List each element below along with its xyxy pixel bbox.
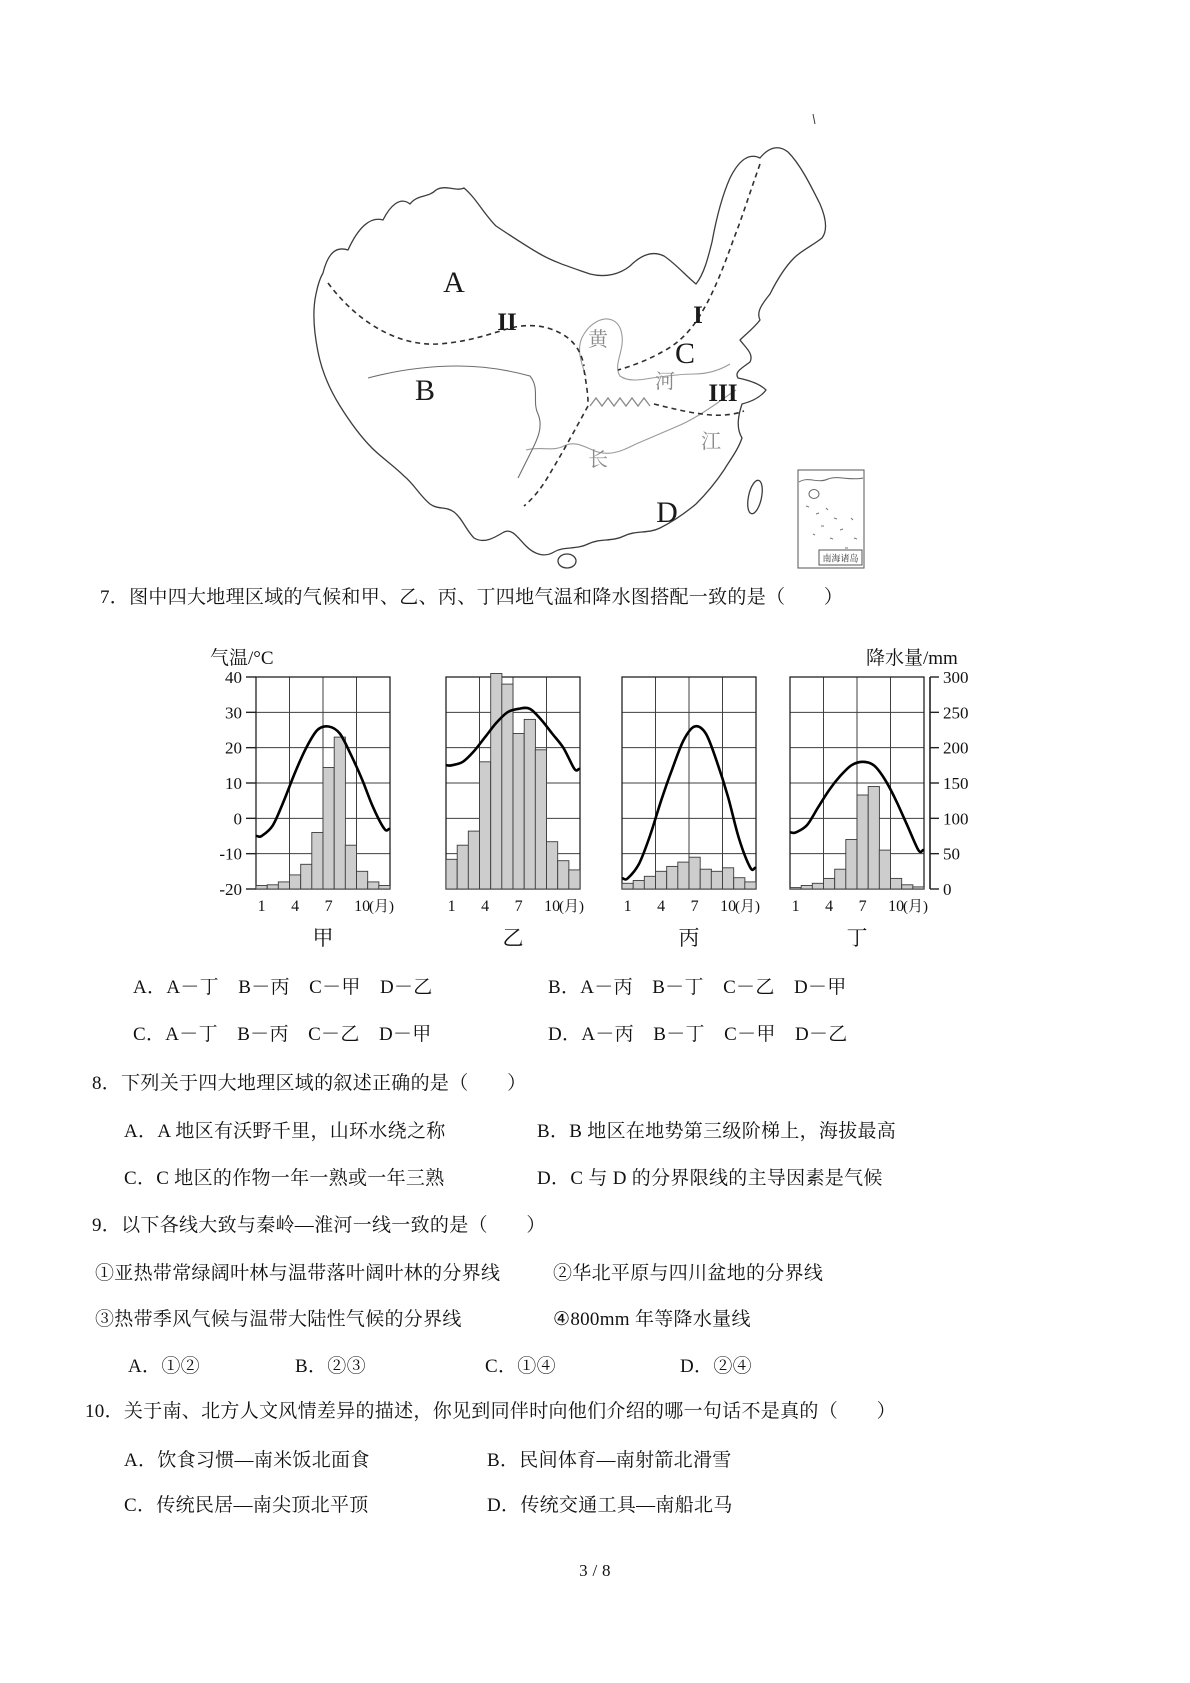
month-unit-label: (月) <box>735 899 760 915</box>
river-label-he: 河 <box>655 371 675 393</box>
q9-option-c: C．①④ <box>485 1356 556 1377</box>
qinling-mountain-symbol <box>590 398 650 406</box>
precip-tick-label: 0 <box>943 880 952 899</box>
precip-bar <box>290 875 301 889</box>
climate-chart-甲 <box>256 677 394 950</box>
precip-bar <box>480 762 491 889</box>
boundary-line-tibet <box>524 370 588 506</box>
month-tick-label: 7 <box>690 898 699 915</box>
q7-option-b: B．A－丙 B－丁 C－乙 D－甲 <box>548 977 847 998</box>
precip-bar <box>368 882 379 889</box>
q9-option-d: D．②④ <box>680 1356 752 1377</box>
climate-chart-丙 <box>622 677 760 950</box>
precip-bar <box>824 878 835 889</box>
month-unit-label: (月) <box>369 899 394 915</box>
river-label-chang: 长 <box>588 449 608 471</box>
island-dots <box>806 506 857 551</box>
precip-bar <box>891 878 902 889</box>
precip-bar <box>835 869 846 889</box>
q9-item-4: ④800mm 年等降水量线 <box>553 1309 751 1330</box>
precip-tick-label: 300 <box>943 668 969 687</box>
precip-bar <box>667 866 678 889</box>
precip-bar <box>678 862 689 889</box>
precip-bar <box>267 885 278 889</box>
hainan-island <box>558 554 576 568</box>
line-label-ii: II <box>497 309 517 336</box>
precip-bar <box>846 840 857 890</box>
precip-bar <box>558 861 569 889</box>
chart-name-label: 乙 <box>502 926 524 950</box>
q8-option-c: C．C 地区的作物一年一熟或一年三熟 <box>124 1168 445 1189</box>
precip-bar <box>278 882 289 889</box>
q7-option-c: C．A－丁 B－丙 C－乙 D－甲 <box>133 1024 432 1045</box>
region-label-a: A <box>443 266 465 299</box>
precip-bar <box>723 868 734 889</box>
precip-bar <box>656 871 667 889</box>
q8-option-d: D．C 与 D 的分界限线的主导因素是气候 <box>537 1168 883 1189</box>
precip-bar <box>801 886 812 890</box>
plateau-edge-line <box>368 366 540 478</box>
precip-bar <box>547 842 558 889</box>
precip-tick-label: 250 <box>943 703 969 723</box>
q10-stem: 10．关于南、北方人文风情差异的描述，你见到同伴时向他们介绍的哪一句话不是真的（ ） <box>85 1401 896 1422</box>
month-tick-label: 10 <box>354 898 371 915</box>
climate-charts <box>190 628 1020 965</box>
precip-tick-label: 150 <box>943 774 969 793</box>
precip-bar <box>256 886 267 890</box>
precip-bar <box>902 885 913 889</box>
q9-item-1: ①亚热带常绿阔叶林与温带落叶阔叶林的分界线 <box>95 1263 501 1284</box>
precip-bar <box>857 795 868 889</box>
temp-tick-label: 20 <box>225 738 242 758</box>
climate-chart-乙 <box>446 674 584 951</box>
chart-name-label: 甲 <box>312 926 334 950</box>
month-tick-label: 4 <box>291 898 300 915</box>
page-number: 3 / 8 <box>579 1561 611 1580</box>
month-tick-label: 1 <box>791 898 800 915</box>
climate-charts-svg <box>190 628 1020 960</box>
inset-label: 南海诸岛 <box>822 553 859 564</box>
q7-option-a: A．A－丁 B－丙 C－甲 D－乙 <box>133 977 433 998</box>
precip-bar <box>491 674 502 890</box>
precip-bar <box>446 859 457 889</box>
precip-bar <box>345 845 356 889</box>
q10-option-d: D．传统交通工具—南船北马 <box>487 1495 733 1516</box>
precip-axis-title: 降水量/mm <box>866 648 958 669</box>
region-label-d: D <box>656 496 678 529</box>
precip-bar <box>323 768 334 890</box>
river-label-jiang: 江 <box>701 431 721 453</box>
precip-bar <box>468 831 479 889</box>
temp-tick-label: 30 <box>225 703 242 723</box>
month-tick-label: 7 <box>514 898 523 915</box>
precip-bar <box>734 878 745 889</box>
china-region-map <box>268 98 868 576</box>
precip-bar <box>301 864 312 889</box>
precip-bar <box>633 881 644 890</box>
precip-bar <box>689 857 700 889</box>
month-tick-label: 10 <box>720 898 737 915</box>
stray-mark <box>813 114 815 124</box>
month-tick-label: 4 <box>657 898 666 915</box>
precip-tick-label: 200 <box>943 738 969 758</box>
q7-option-d: D．A－丙 B－丁 C－甲 D－乙 <box>548 1024 848 1045</box>
month-unit-label: (月) <box>559 899 584 915</box>
river-label-huang: 黄 <box>588 329 608 351</box>
q10-option-b: B．民间体育—南射箭北滑雪 <box>487 1450 732 1471</box>
month-tick-label: 10 <box>544 898 561 915</box>
precip-bar <box>868 787 879 890</box>
line-label-iii: III <box>708 380 738 407</box>
month-tick-label: 7 <box>324 898 333 915</box>
taiwan-island <box>745 479 765 515</box>
q8-stem: 8．下列关于四大地理区域的叙述正确的是（ ） <box>92 1073 527 1094</box>
month-unit-label: (月) <box>903 899 928 915</box>
line-label-i: I <box>693 302 703 329</box>
temp-tick-label: 40 <box>225 668 242 687</box>
month-tick-label: 1 <box>623 898 632 915</box>
precip-bar <box>812 883 823 889</box>
precip-bar <box>700 869 711 889</box>
month-tick-label: 10 <box>888 898 905 915</box>
precip-bar <box>357 871 368 889</box>
precip-tick-label: 50 <box>943 844 960 864</box>
month-tick-label: 1 <box>447 898 456 915</box>
temp-tick-label: 10 <box>225 774 242 793</box>
precip-bar <box>457 845 468 889</box>
region-label-b: B <box>414 374 436 407</box>
precip-bar <box>334 737 345 889</box>
month-tick-label: 4 <box>825 898 834 915</box>
q10-option-c: C．传统民居—南尖顶北平顶 <box>124 1495 369 1516</box>
precip-bar <box>535 750 546 889</box>
q7-stem: 7．图中四大地理区域的气候和甲、乙、丙、丁四地气温和降水图搭配一致的是（ ） <box>100 587 844 608</box>
temp-tick-label: -10 <box>219 844 242 864</box>
precip-bar <box>379 886 390 890</box>
q8-option-a: A．A 地区有沃野千里，山环水绕之称 <box>124 1121 446 1142</box>
precip-bar <box>312 833 323 890</box>
region-label-c: C <box>674 337 696 370</box>
q8-option-b: B．B 地区在地势第三级阶梯上，海拔最高 <box>537 1121 897 1142</box>
temp-tick-label: 0 <box>233 809 242 829</box>
precip-bar <box>711 871 722 889</box>
precip-bar <box>622 883 633 889</box>
q9-item-3: ③热带季风气候与温带大陆性气候的分界线 <box>95 1309 462 1330</box>
month-tick-label: 1 <box>257 898 266 915</box>
chart-name-label: 丙 <box>678 926 700 950</box>
south-china-sea-inset <box>798 470 864 568</box>
q9-stem: 9．以下各线大致与秦岭—淮河一线一致的是（ ） <box>92 1215 546 1236</box>
chart-name-label: 丁 <box>846 926 868 950</box>
q9-item-2: ②华北平原与四川盆地的分界线 <box>553 1263 824 1284</box>
q9-option-b: B．②③ <box>295 1356 366 1377</box>
month-tick-label: 4 <box>481 898 490 915</box>
climate-chart-丁 <box>790 677 928 950</box>
month-tick-label: 7 <box>858 898 867 915</box>
temp-axis-title: 气温/°C <box>210 648 274 669</box>
precip-bar <box>913 887 924 889</box>
precip-bar <box>644 876 655 889</box>
precip-bar <box>524 719 535 889</box>
q10-option-a: A．饮食习惯—南米饭北面食 <box>124 1450 370 1471</box>
precip-bar <box>745 882 756 889</box>
temp-tick-label: -20 <box>219 880 242 899</box>
precip-bar <box>790 888 801 889</box>
q9-option-a: A．①② <box>128 1356 200 1377</box>
precip-bar <box>879 850 890 889</box>
precip-tick-label: 100 <box>943 809 969 829</box>
precip-bar <box>569 870 580 889</box>
precip-bar <box>513 734 524 890</box>
